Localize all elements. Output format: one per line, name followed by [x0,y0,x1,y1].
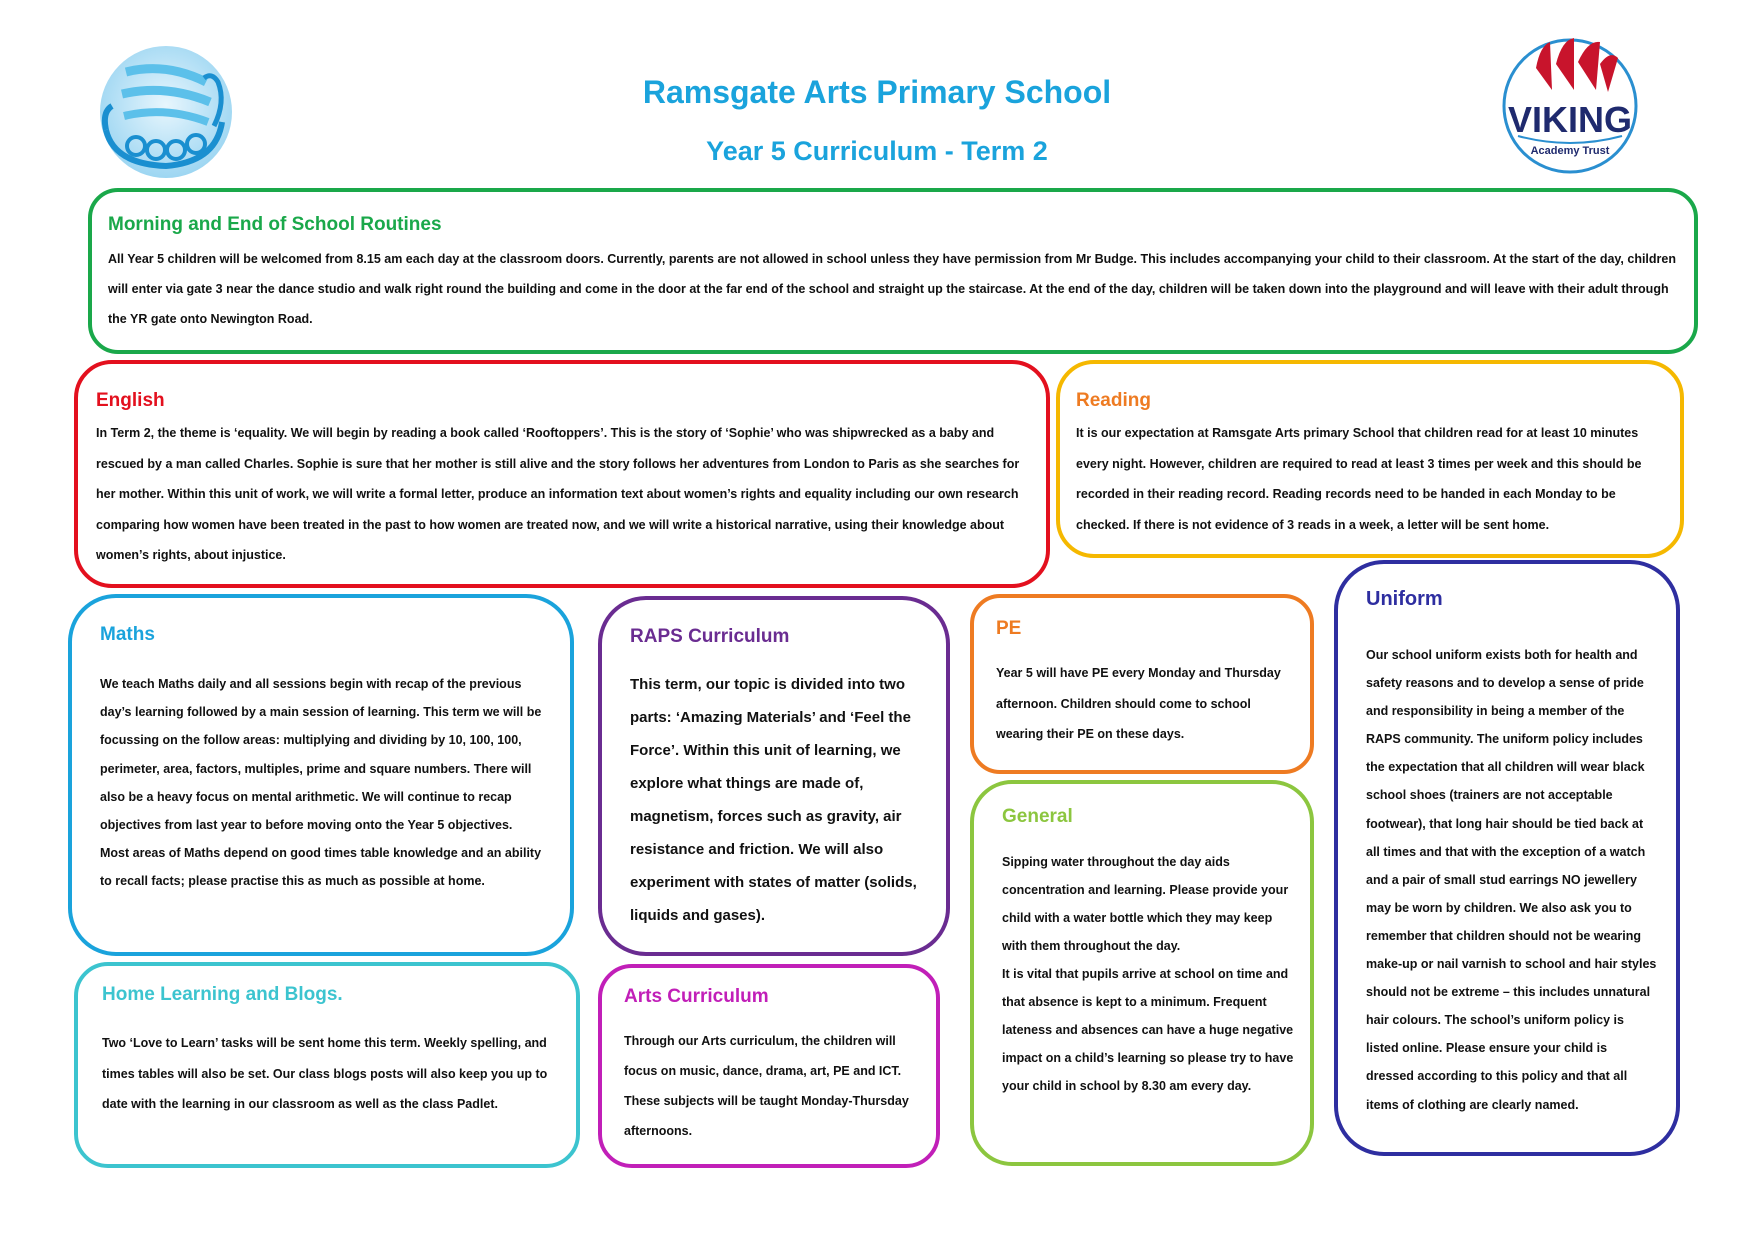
home-learning-title: Home Learning and Blogs. [102,984,343,1005]
raps-title: RAPS Curriculum [630,626,790,647]
arts-section [598,964,940,1168]
raps-body: This term, our topic is divided into two parts: ‘Amazing Materials’ and ‘Feel the Force’. Within this unit of learning, we explore what things are made of, magnetism, forces such as gravity, air resistance and friction. We will also experiment with states of matter (solids, liquids and gases). [630,676,917,924]
pe-title: PE [996,618,1022,639]
english-body: In Term 2, the theme is ‘equality. We will begin by reading a book called ‘Rooftoppers’. This is the story of ‘Sophie’ who was shipwrecked as a baby and rescued by a man called Charles. Sophie is sure that her mother is still alive and the story follows her adventures from London to Paris as she searches for her mother. Within this unit of work, we will write a formal letter, produce an information text about women’s rights and equality including our own research comparing how women have been treated in the past to how women are treated now, and we will write a historical narrative, using their knowledge about women’s rights, about injustice. [96,426,1020,562]
viking-logo-text: VIKING [1507,99,1633,140]
routines-section [88,188,1698,354]
pe-body: Year 5 will have PE every Monday and Thursday afternoon. Children should come to school wearing their PE on these days. [996,666,1281,741]
maths-section [68,594,574,956]
academy-trust-text: Academy Trust [1530,145,1610,157]
general-section [970,780,1314,1166]
arts-body: Through our Arts curriculum, the children will focus on music, dance, drama, art, PE and ICT. These subjects will be taught Monday-Thursday afternoons. [624,1034,909,1138]
english-title: English [96,390,165,411]
viking-academy-trust-logo-icon [1500,28,1640,176]
home-learning-body: Two ‘Love to Learn’ tasks will be sent home this term. Weekly spelling, and times tables will also be set. Our class blogs posts will also keep you up to date with the learning in our classroom as well as the class Padlet. [102,1036,548,1111]
general-title: General [1002,806,1073,827]
home-learning-section [74,962,580,1168]
maths-title: Maths [100,624,155,645]
school-name-title: Ramsgate Arts Primary School [642,74,1112,110]
arts-title: Arts Curriculum [624,986,769,1007]
uniform-section [1334,560,1680,1156]
maths-body: We teach Maths daily and all sessions begin with recap of the previous day’s learning followed by a main session of learning. This term we will be focussing on the follow areas: multiplying and dividing by 10, 100, 100, perimeter, area, factors, multiples, prime and square numbers. There will also be a heavy focus on mental arithmetic. We will continue to recap objectives from last year to before moving onto the Year 5 objectives. [100,677,542,833]
routines-title: Morning and End of School Routines [108,214,442,235]
reading-body: It is our expectation at Ramsgate Arts primary School that children read for at least 10 minutes every night. However, children are required to read at least 3 times per week and this should be recorded in their reading record. Reading records need to be handed in each Monday to be checked. If there is not evidence of 3 reads in a week, a letter will be sent home. [1076,426,1642,532]
english-section [74,360,1050,588]
raps-section [598,596,950,956]
pe-section [970,594,1314,774]
routines-body: All Year 5 children will be welcomed from 8.15 am each day at the classroom doors. Currently, parents are not allowed in school unless they have permission from Mr Budge. This includes accompanying your child to their classroom. At the start of the day, children will enter via gate 3 near the dance studio and walk right round the building and come in the door at the far end of the school and straight up the staircase. At the end of the day, children will be taken down into the playground and will leave with their adult through the YR gate onto Newington Road. [108,252,1676,326]
reading-title: Reading [1076,390,1151,411]
uniform-body: Our school uniform exists both for health and safety reasons and to develop a sense of pride and responsibility in being a member of the RAPS community. The uniform policy includes the expectation that all children will wear black school shoes (trainers are not acceptable footwear), that long hair should be tied back at all times and that with the exception of a watch and a pair of small stud earrings NO jewellery may be worn by children. We also ask you to remember that children should not be wearing make-up or nail varnish to school and hair styles should not be extreme – this includes unnatural hair colours. The school’s uniform policy is listed online. Please ensure your child is dressed according to this policy and that all items of clothing are clearly named. [1366,648,1657,1112]
general-body: Sipping water throughout the day aids concentration and learning. Please provide your child with a water bottle which they may keep with them throughout the day. [1002,855,1289,953]
maths-body-2: Most areas of Maths depend on good times table knowledge and an ability to recall facts; please practise this as much as possible at home. [100,846,542,889]
uniform-title: Uniform [1366,588,1443,610]
general-body-2: It is vital that pupils arrive at school on time and that absence is kept to a minimum. Frequent lateness and absences can have a huge negative impact on a child’s learning so please try to have your child in school by 8.30 am every day. [1002,967,1294,1093]
curriculum-subtitle: Year 5 Curriculum - Term 2 [706,136,1048,166]
reading-section [1056,360,1684,558]
